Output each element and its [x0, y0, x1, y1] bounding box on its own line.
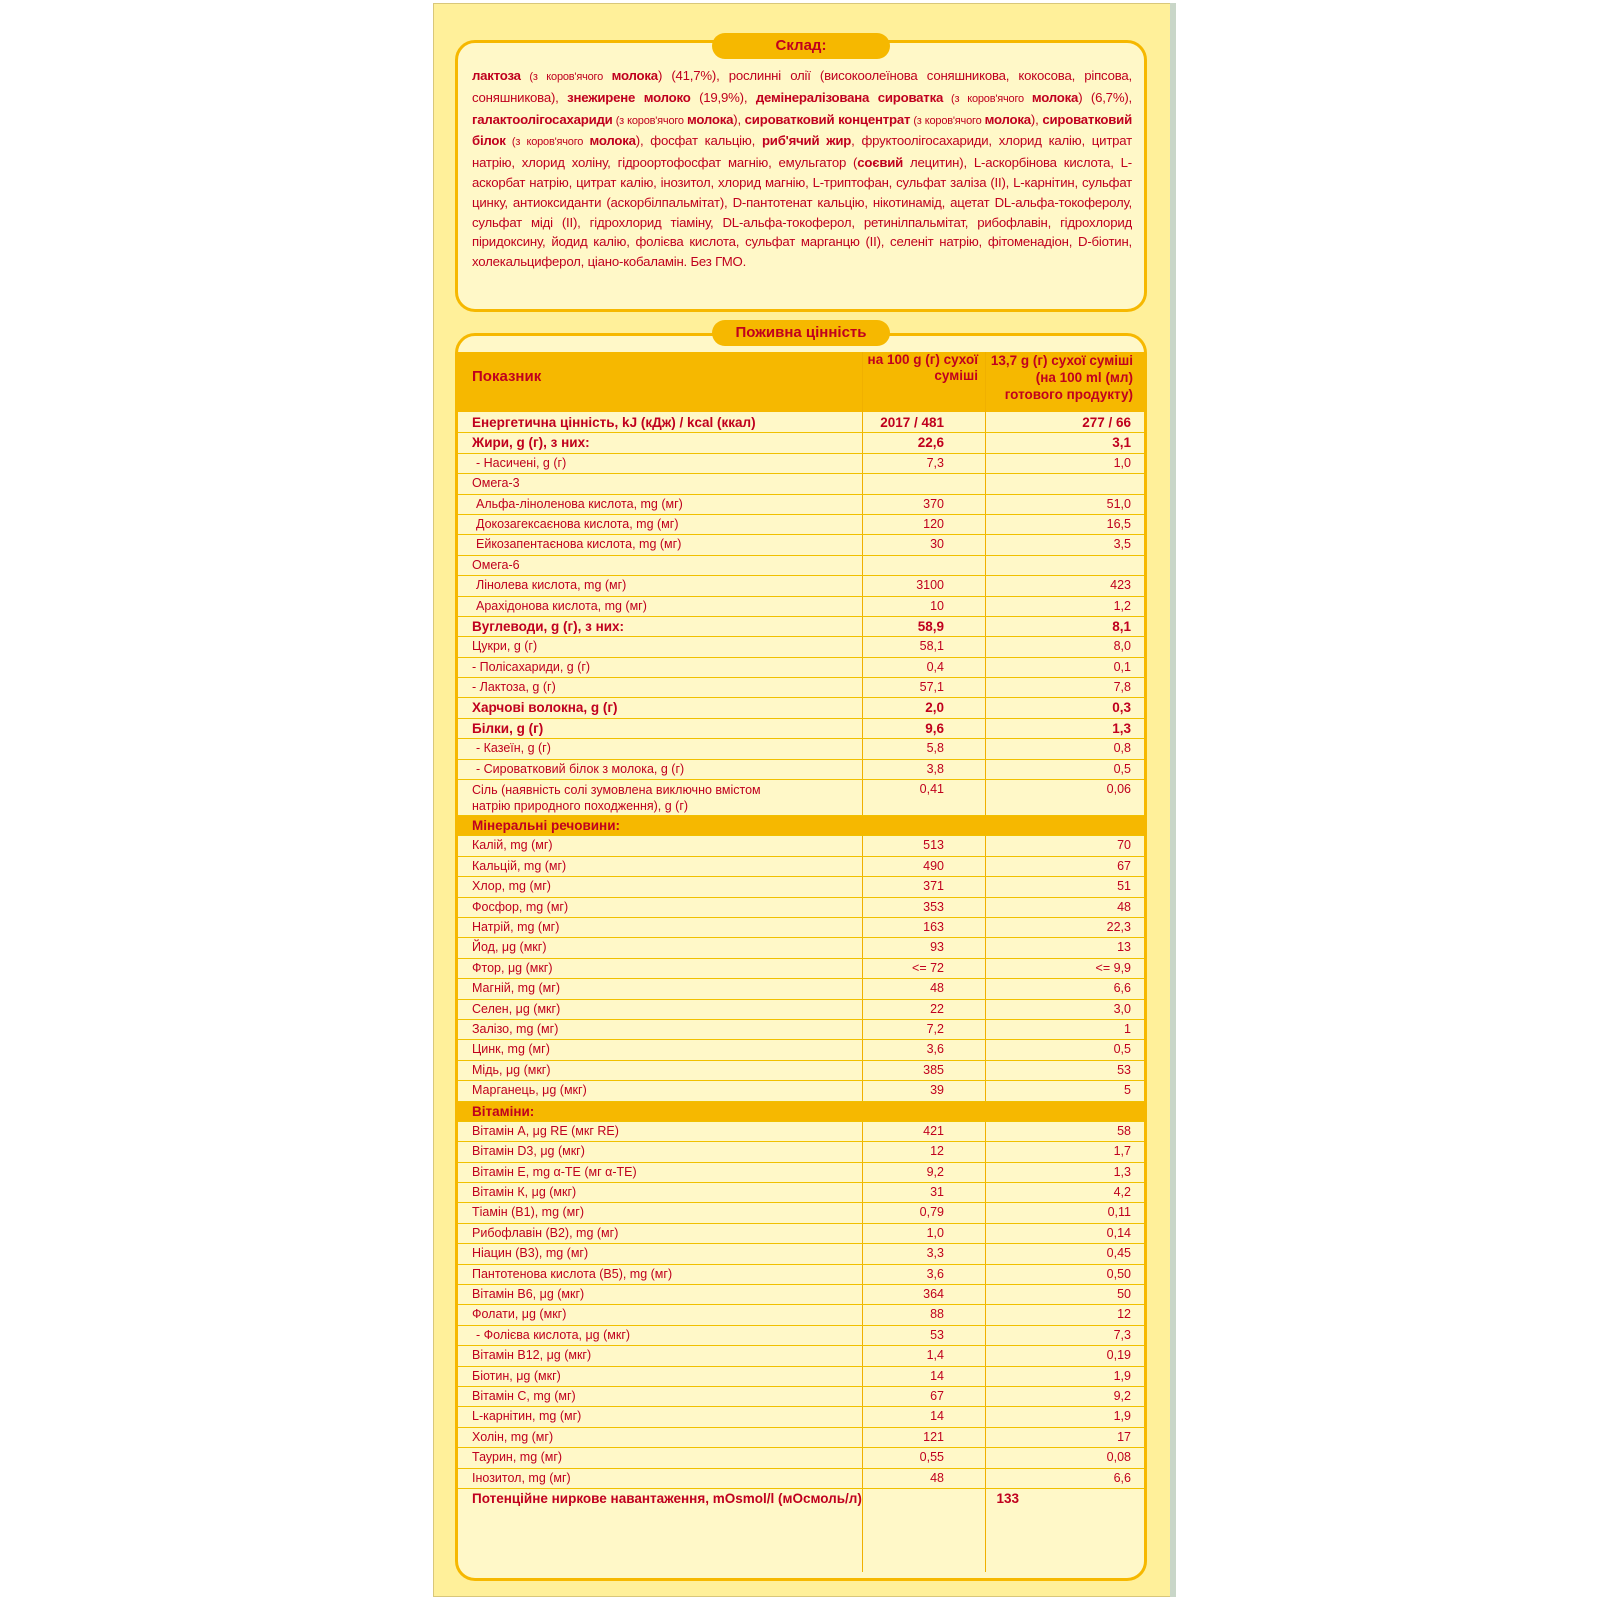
row-label: Сіль (наявність солі зумовлена виключно вмістом натрію природного походження), g (г): [472, 783, 761, 814]
row-value-serving: 423: [1110, 578, 1131, 593]
row-value-100g: 48: [930, 981, 944, 996]
row-value-serving: 1,2: [1113, 598, 1131, 613]
row-value-100g: 67: [930, 1388, 944, 1403]
row-value-100g: 39: [930, 1083, 944, 1098]
row-label: Марганець, μg (мкг): [472, 1083, 587, 1098]
row-value-serving: 51,0: [1106, 496, 1131, 511]
row-label: Вітамін В6, μg (мкг): [472, 1287, 585, 1302]
table-row: [458, 1203, 1144, 1223]
ingredient-segment: (з коров'ячого: [943, 92, 1032, 105]
row-label: Тіамін (В1), mg (мг): [472, 1205, 584, 1220]
row-label: Магній, mg (мг): [472, 981, 560, 996]
row-label: Таурин, mg (мг): [472, 1450, 563, 1465]
row-label: - Казеїн, g (г): [476, 741, 551, 756]
section-header-row: [458, 816, 1144, 836]
table-row: [458, 597, 1144, 617]
row-value-serving: 70: [1117, 838, 1131, 853]
row-value-100g: 14: [930, 1409, 944, 1424]
ingredient-segment: ),: [733, 111, 745, 127]
row-label: Жири, g (г), з них:: [472, 435, 590, 451]
ingredient-segment: лактоза: [472, 68, 521, 83]
row-label: Вітамін К, μg (мкг): [472, 1185, 577, 1200]
row-value-100g: 120: [923, 516, 944, 531]
ingredient-segment: (з коров'ячого: [505, 136, 590, 149]
row-value-100g: 0,79: [919, 1205, 944, 1220]
row-value-100g: 1,4: [926, 1348, 944, 1363]
row-value-serving: 67: [1117, 858, 1131, 873]
row-value-serving: 3,5: [1113, 537, 1131, 552]
row-value-serving: 277 / 66: [1082, 415, 1131, 430]
row-value-serving: 8,1: [1112, 618, 1131, 634]
row-value-100g: 364: [923, 1287, 944, 1302]
table-row: [458, 678, 1144, 698]
row-value-100g: 1,0: [926, 1225, 944, 1240]
row-value-serving: 7,3: [1113, 1327, 1131, 1342]
row-label: - Лактоза, g (г): [472, 680, 556, 695]
row-value-100g: 57,1: [919, 680, 944, 695]
ingredient-segment: ) (41,7%), рослинні олії (високоолеїнова соняшникова, кокосова, ріпсова, соняшникова),: [472, 68, 1132, 105]
table-row: [458, 780, 1144, 816]
ingredient-segment: молока: [984, 111, 1031, 127]
table-row: [458, 1061, 1144, 1081]
table-row: [458, 1020, 1144, 1040]
table-row: [458, 698, 1144, 718]
row-value-100g: 22,6: [917, 435, 944, 451]
table-row: [458, 1163, 1144, 1183]
ingredient-segment: молока: [686, 111, 734, 127]
row-label: Ейкозапентаєнова кислота, mg (мг): [476, 537, 682, 552]
table-row: [458, 918, 1144, 938]
ingredient-segment: лецитин), L-аскорбінова кислота, L-аскорбат натрію, цитрат калію, інозитол, хлорид магнію, L-триптофан, сульфат заліза (II), L-карнітин, сульфат цинку, антиоксиданти (аскорбілпальмітат), D-пантотенат кальцію, нікотинамід, ацетат DL-альфа-токоферолу, сульфат міді (II), гідрохлорид тіаміну, DL-альфа-токоферол, ретинілпальмітат, рибофлавін, гідрохлорид піридоксину, йодид калію, фолієва кислота, сульфат марганцю (II), селеніт натрію, фітоменадіон, D-біотин, холекальциферол, ціано-кобаламін. Без ГМО.: [472, 155, 1132, 270]
row-label: Докозагексаєнова кислота, mg (мг): [476, 516, 679, 531]
row-value-serving: 1: [1124, 1021, 1131, 1036]
table-row: [458, 739, 1144, 759]
row-label: Фолати, μg (мкг): [472, 1307, 567, 1322]
row-label: Натрій, mg (мг): [472, 919, 560, 934]
ingredients-text: [472, 66, 1132, 272]
row-value-100g: 3100: [916, 578, 944, 593]
row-label: - Насичені, g (г): [476, 455, 567, 470]
row-label: Хлор, mg (мг): [472, 879, 551, 894]
row-value-serving: 13: [1117, 940, 1131, 955]
ingredient-segment: соєвий: [857, 155, 904, 171]
table-row: [458, 556, 1144, 576]
row-value-100g: 7,3: [926, 455, 944, 470]
row-label: Рибофлавін (В2), mg (мг): [472, 1225, 619, 1240]
row-value-serving: 0,11: [1107, 1205, 1131, 1220]
table-row: [458, 1142, 1144, 1162]
row-value-serving: 0,5: [1113, 761, 1131, 776]
row-value-100g: 3,3: [926, 1246, 944, 1261]
row-label: Йод, μg (мкг): [472, 940, 547, 955]
ingredient-segment: сироватковий концентрат: [744, 111, 911, 127]
table-row: [458, 413, 1144, 433]
row-label: Лінолева кислота, mg (мг): [476, 578, 627, 593]
row-value-serving: 3,0: [1113, 1001, 1131, 1016]
row-value-100g: 58,9: [917, 618, 944, 634]
row-value-serving: 48: [1117, 899, 1131, 914]
nutrition-title: Поживна цінність: [712, 320, 890, 346]
ingredient-segment: (з коров'ячого: [910, 114, 985, 127]
row-value-100g: 5,8: [926, 741, 944, 756]
table-row: [458, 1000, 1144, 1020]
row-value-serving: 1,3: [1113, 1164, 1131, 1179]
table-row: [458, 454, 1144, 474]
table-row: [458, 938, 1144, 958]
row-value-serving: 9,2: [1113, 1388, 1131, 1403]
row-label: L-карнітин, mg (мг): [472, 1409, 582, 1424]
row-value-100g: 3,6: [926, 1266, 944, 1281]
row-label: Фосфор, mg (мг): [472, 899, 569, 914]
row-value-serving: 0,3: [1112, 700, 1131, 716]
table-row: [458, 515, 1144, 535]
row-value-100g: 7,2: [926, 1021, 944, 1036]
table-row: [458, 1081, 1144, 1101]
row-value-100g: 30: [930, 537, 944, 552]
table-row: [458, 617, 1144, 637]
row-value-100g: 12: [930, 1144, 944, 1159]
row-value-100g: 421: [923, 1123, 944, 1138]
ingredient-segment: (з коров'ячого: [520, 71, 612, 83]
table-row: [458, 433, 1144, 453]
ingredient-segment: ) (6,7%),: [1078, 89, 1133, 105]
row-value-serving: 17: [1117, 1429, 1131, 1444]
row-value-serving: 1,7: [1113, 1144, 1131, 1159]
row-value-100g: <= 72: [912, 960, 944, 975]
row-value-serving: 6,6: [1113, 981, 1131, 996]
composition-title: Склад:: [712, 33, 890, 59]
row-value-serving: 53: [1117, 1062, 1131, 1077]
nutrition-table: [458, 413, 1144, 1513]
row-value-serving: 0,06: [1106, 782, 1131, 797]
table-row: [458, 1183, 1144, 1203]
row-value-serving: 1,9: [1113, 1368, 1131, 1383]
table-row: [458, 637, 1144, 657]
row-label: Енергетична цінність, kJ (кДж) / kcal (ккал): [472, 415, 756, 430]
row-value-100g: 88: [930, 1307, 944, 1322]
row-value-serving: 0,19: [1106, 1348, 1131, 1363]
row-value-serving: 0,8: [1113, 741, 1131, 756]
row-label: - Фолієва кислота, μg (мкг): [476, 1327, 631, 1342]
row-value-serving: 0,45: [1106, 1246, 1131, 1261]
row-label: Селен, μg (мкг): [472, 1001, 561, 1016]
table-row: [458, 1407, 1144, 1427]
row-value-serving: 50: [1117, 1287, 1131, 1302]
row-value-100g: 53: [930, 1327, 944, 1342]
header-col-serving: 13,7 g (г) сухої суміші (на 100 ml (мл) готового продукту): [990, 353, 1133, 402]
row-value-serving: 0,5: [1113, 1042, 1131, 1057]
table-row: [458, 836, 1144, 856]
ingredient-segment: демінералізована сироватка: [755, 89, 944, 105]
row-value-serving: 1,9: [1113, 1409, 1131, 1424]
row-value-100g: 58,1: [919, 639, 944, 654]
row-value-100g: 0,55: [919, 1450, 944, 1465]
row-label: Цинк, mg (мг): [472, 1042, 550, 1057]
section-header-row: [458, 1102, 1144, 1122]
row-label: Омега-3: [472, 476, 520, 491]
table-row: [458, 760, 1144, 780]
row-value-100g: 3,8: [926, 761, 944, 776]
row-label: Інозитол, mg (мг): [472, 1470, 571, 1485]
ingredient-segment: риб'ячий жир: [761, 133, 852, 149]
package-edge: [1170, 3, 1176, 1597]
row-value-100g: 3,6: [926, 1042, 944, 1057]
ingredient-segment: знежирене молоко: [567, 89, 691, 105]
row-value-serving: 8,0: [1113, 639, 1131, 654]
row-value-serving: 0,1: [1113, 659, 1131, 674]
row-label: Вітамін С, mg (мг): [472, 1388, 576, 1403]
ingredient-segment: галактоолігосахариди: [472, 111, 613, 127]
row-value-serving: 4,2: [1113, 1185, 1131, 1200]
row-label: Мінеральні речовини:: [472, 818, 620, 834]
row-label: Вітамін А, μg RE (мкг RE): [472, 1123, 619, 1138]
row-label: Альфа-ліноленова кислота, mg (мг): [476, 496, 683, 511]
table-row: [458, 1469, 1144, 1489]
row-value-serving: 0,08: [1106, 1450, 1131, 1465]
table-row: [458, 959, 1144, 979]
row-value-100g: 9,6: [925, 720, 944, 736]
row-label: Потенційне ниркове навантаження, mOsmol/l (мОсмоль/л): [472, 1490, 862, 1506]
row-value-serving: 16,5: [1106, 516, 1131, 531]
row-label: Холін, mg (мг): [472, 1429, 554, 1444]
row-value-100g: 370: [923, 496, 944, 511]
ingredient-segment: ),: [1030, 111, 1043, 127]
ingredient-segment: молока: [611, 68, 658, 83]
row-value-100g: 121: [923, 1429, 944, 1444]
row-value-100g: 9,2: [926, 1164, 944, 1179]
table-row: [458, 979, 1144, 999]
table-row: [458, 1040, 1144, 1060]
row-value-100g: 22: [930, 1001, 944, 1016]
table-row: [458, 658, 1144, 678]
row-label: Вітамін D3, μg (мкг): [472, 1144, 585, 1159]
ingredient-segment: сироватковий білок: [472, 111, 1132, 149]
row-value-100g: 2017 / 481: [880, 415, 944, 430]
table-row: [458, 719, 1144, 739]
row-value-100g: 353: [923, 899, 944, 914]
table-row: [458, 898, 1144, 918]
table-row: [458, 576, 1144, 596]
row-label: Харчові волокна, g (г): [472, 700, 618, 716]
row-label: Кальцій, mg (мг): [472, 858, 567, 873]
row-label: Цукри, g (г): [472, 639, 538, 654]
ingredient-segment: (з коров'ячого: [612, 114, 687, 127]
row-label: Пантотенова кислота (В5), mg (мг): [472, 1266, 673, 1281]
row-value-serving: 5: [1124, 1083, 1131, 1098]
table-row: [458, 877, 1144, 897]
row-label: Біотин, μg (мкг): [472, 1368, 561, 1383]
row-value-100g: 48: [930, 1470, 944, 1485]
ingredient-segment: (19,9%),: [690, 89, 756, 105]
ingredient-segment: ), фосфат кальцію,: [635, 133, 762, 149]
row-value-100g: 2,0: [925, 700, 944, 716]
row-value-serving: 6,6: [1113, 1470, 1131, 1485]
row-label: Арахідонова кислота, mg (мг): [476, 598, 647, 613]
ingredient-segment: молока: [589, 133, 636, 149]
row-value-serving: 133: [996, 1490, 1019, 1506]
row-label: Вуглеводи, g (г), з них:: [472, 618, 625, 634]
table-row: [458, 1285, 1144, 1305]
row-value-serving: 3,1: [1112, 435, 1131, 451]
row-value-100g: 14: [930, 1368, 944, 1383]
row-value-100g: 10: [930, 598, 944, 613]
row-label: Вітамін В12, μg (мкг): [472, 1348, 592, 1363]
row-value-100g: 371: [923, 879, 944, 894]
row-value-100g: 490: [923, 858, 944, 873]
row-value-serving: 0,50: [1106, 1266, 1131, 1281]
row-label: Залізо, mg (мг): [472, 1021, 559, 1036]
header-col-100g: на 100 g (г) сухої суміші: [867, 352, 978, 383]
row-label: Ніацин (В3), mg (мг): [472, 1246, 589, 1261]
row-label: - Сироватковий білок з молока, g (г): [476, 761, 685, 776]
row-label: Білки, g (г): [472, 720, 544, 736]
table-row: [458, 1387, 1144, 1407]
ingredient-segment: молока: [1031, 89, 1079, 105]
row-label: Вітамін Е, mg α-TE (мг α-TE): [472, 1164, 637, 1179]
row-value-serving: <= 9,9: [1095, 960, 1131, 975]
row-label: Вітаміни:: [472, 1103, 535, 1119]
row-value-100g: 31: [930, 1185, 944, 1200]
table-row: [458, 1367, 1144, 1387]
ingredient-segment: , фруктоолігосахариди, хлорид калію, цитрат натрію, хлорид холіну, гідроортофосфат магнію, емульгатор (: [472, 133, 1132, 171]
table-row: [458, 495, 1144, 515]
table-row: [458, 1244, 1144, 1264]
table-row: [458, 1224, 1144, 1244]
row-value-serving: 1,3: [1112, 720, 1131, 736]
row-value-100g: 93: [930, 940, 944, 955]
row-value-serving: 1,0: [1113, 455, 1131, 470]
row-value-serving: 0,14: [1106, 1225, 1131, 1240]
table-row: [458, 1448, 1144, 1468]
row-value-serving: 12: [1117, 1307, 1131, 1322]
table-row: [458, 1346, 1144, 1366]
row-value-serving: 22,3: [1106, 919, 1131, 934]
row-label: Фтор, μg (мкг): [472, 960, 553, 975]
table-row: [458, 1428, 1144, 1448]
row-label: Омега-6: [472, 557, 520, 572]
row-value-100g: 163: [923, 919, 944, 934]
table-row: [458, 1489, 1144, 1513]
table-row: [458, 1265, 1144, 1285]
row-value-serving: 51: [1117, 879, 1131, 894]
table-row: [458, 857, 1144, 877]
row-label: - Полісахариди, g (г): [472, 659, 591, 674]
row-value-100g: 385: [923, 1062, 944, 1077]
header-label: Показник: [472, 368, 542, 385]
table-row: [458, 1305, 1144, 1325]
row-label: Мідь, μg (мкг): [472, 1062, 551, 1077]
row-value-100g: 513: [923, 838, 944, 853]
row-label: Калій, mg (мг): [472, 838, 553, 853]
row-value-100g: 0,4: [926, 659, 944, 674]
table-row: [458, 535, 1144, 555]
row-value-serving: 7,8: [1113, 680, 1131, 695]
table-row: [458, 474, 1144, 494]
table-row: [458, 1122, 1144, 1142]
row-value-serving: 58: [1117, 1123, 1131, 1138]
row-value-100g: 0,41: [919, 782, 944, 797]
table-row: [458, 1326, 1144, 1346]
